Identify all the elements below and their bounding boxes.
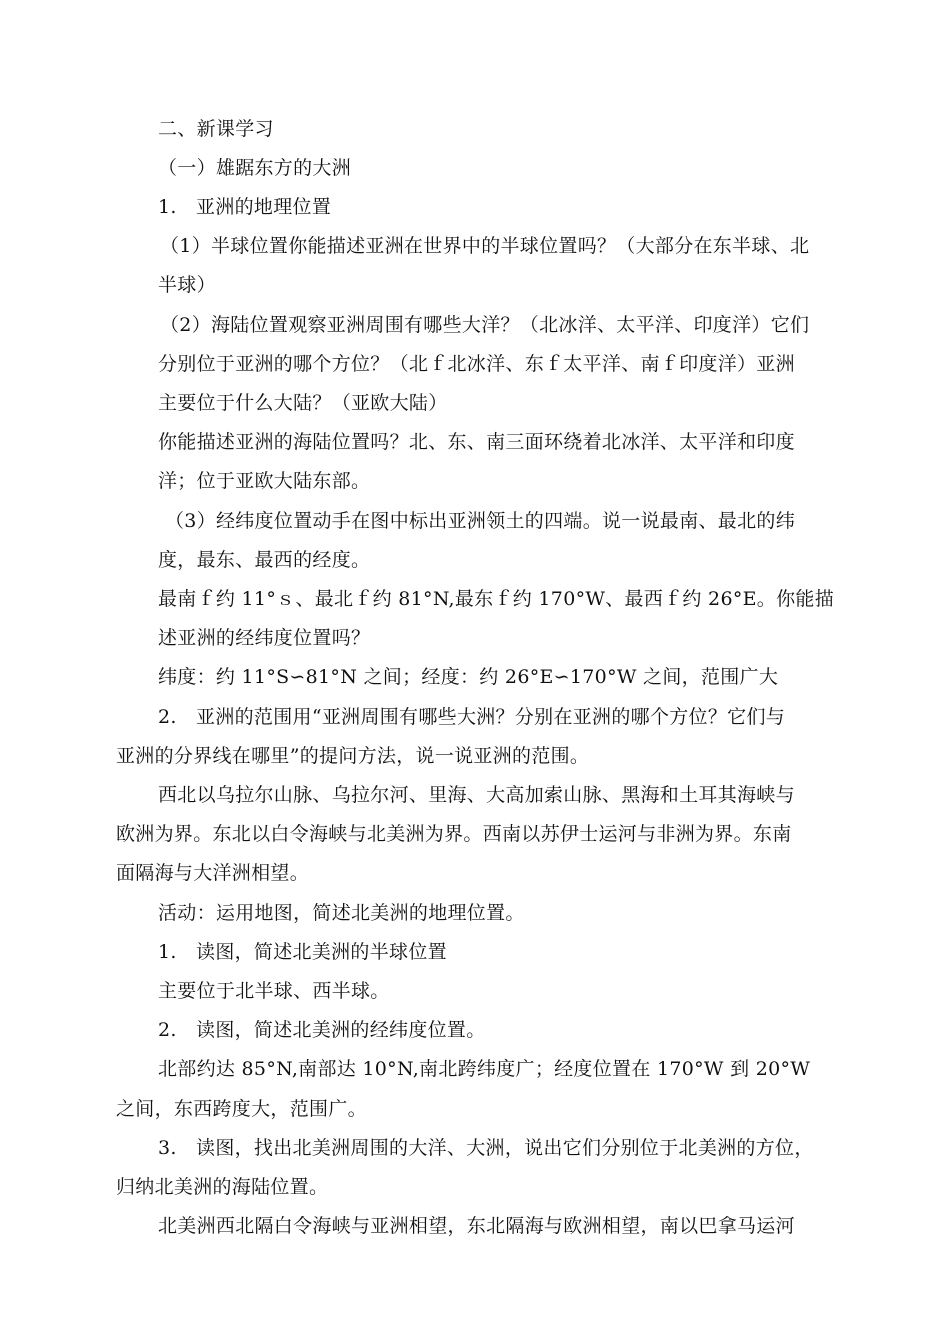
paragraph-line: 之间，东西跨度大，范围广。 xyxy=(116,1098,367,1120)
numbered-heading: 1. 亚洲的地理位置 xyxy=(158,196,332,218)
paragraph-line: 纬度：约 11°S∽81°N 之间；经度：约 26°E∽170°W 之间，范围广大 xyxy=(158,666,779,688)
paragraph-line: 北美洲西北隔白令海峡与亚洲相望，东北隔海与欧洲相望，南以巴拿马运河 xyxy=(158,1215,795,1237)
paragraph-line: 洋；位于亚欧大陆东部。 xyxy=(158,470,371,492)
numbered-heading: 1. 读图，简述北美洲的半球位置 xyxy=(158,941,447,963)
paragraph-line: 西北以乌拉尔山脉、乌拉尔河、里海、大高加索山脉、黑海和土耳其海峡与 xyxy=(158,784,795,806)
paragraph-line: 面隔海与大洋洲相望。 xyxy=(116,862,310,884)
paragraph-line: 最南ｆ约 11°ｓ、最北ｆ约 81°N,最东ｆ约 170°W、最西ｆ约 26°E。你能描 xyxy=(158,588,835,610)
paragraph-line: 归纳北美洲的海陆位置。 xyxy=(116,1176,329,1198)
paragraph-line: 主要位于北半球、西半球。 xyxy=(158,980,390,1002)
paragraph-line: 分别位于亚洲的哪个方位？（北ｆ北冰洋、东ｆ太平洋、南ｆ印度洋）亚洲 xyxy=(158,353,795,375)
paragraph-line: 你能描述亚洲的海陆位置吗？北、东、南三面环绕着北冰洋、太平洋和印度 xyxy=(158,431,795,453)
paragraph-line: 述亚洲的经纬度位置吗？ xyxy=(158,627,371,649)
paragraph-line: 半球） xyxy=(158,274,216,296)
paragraph-line: （3）经纬度位置动手在图中标出亚洲领土的四端。说一说最南、最北的纬 xyxy=(165,510,795,532)
subsection-heading: （一）雄踞东方的大洲 xyxy=(158,157,352,179)
paragraph-line: （2）海陆位置观察亚洲周围有哪些大洋？（北冰洋、太平洋、印度洋）它们 xyxy=(160,314,810,336)
section-heading: 二、新课学习 xyxy=(158,118,274,140)
activity-heading: 活动：运用地图，简述北美洲的地理位置。 xyxy=(158,902,525,924)
numbered-paragraph-line: 2. 亚洲的范围用“亚洲周围有哪些大洲？分别在亚洲的哪个方位？它们与 xyxy=(158,706,786,728)
paragraph-line: 亚洲的分界线在哪里”的提问方法，说一说亚洲的范围。 xyxy=(116,745,590,767)
paragraph-line: 北部约达 85°N,南部达 10°N,南北跨纬度广；经度位置在 170°W 到 20°W xyxy=(158,1058,811,1080)
numbered-heading: 2. 读图，简述北美洲的经纬度位置。 xyxy=(158,1019,486,1041)
paragraph-line: 度，最东、最西的经度。 xyxy=(158,549,371,571)
numbered-paragraph-line: 3. 读图，找出北美洲周围的大洋、大洲，说出它们分别位于北美洲的方位， xyxy=(158,1137,814,1159)
paragraph-line: 欧洲为界。东北以白令海峡与北美洲为界。西南以苏伊士运河与非洲为界。东南 xyxy=(116,823,792,845)
paragraph-line: （1）半球位置你能描述亚洲在世界中的半球位置吗？（大部分在东半球、北 xyxy=(160,235,810,257)
paragraph-line: 主要位于什么大陆？（亚欧大陆） xyxy=(158,392,448,414)
